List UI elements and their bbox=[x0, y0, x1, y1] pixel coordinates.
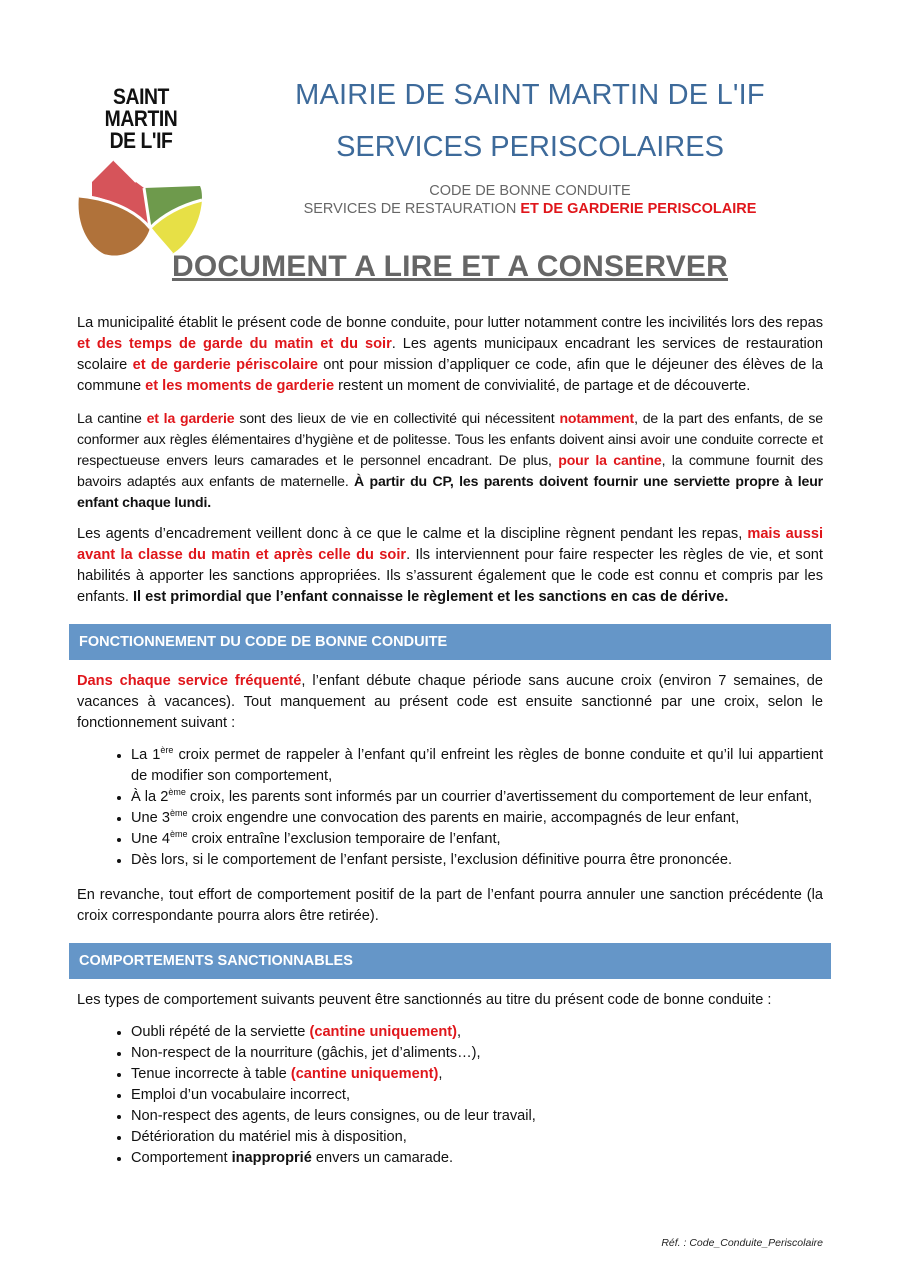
section2-intro: Les types de comportement suivants peuvent être sanctionnés au titre du présent code de bonne conduite : bbox=[77, 992, 772, 1008]
logo-house-pie-icon bbox=[74, 150, 208, 262]
list-item: • Dès lors, si le comportement de l’enfant persiste, l’exclusion définitive pourra être prononcée. bbox=[131, 850, 823, 871]
section1-paragraph-1: Dans chaque service fréquenté, l’enfant débute chaque période sans aucune croix (environ 7 semaines, de vacances à vacances). Tout manquement au présent code est ensuite sanctionné par une croix, selon le fonctionnement suivant : bbox=[77, 673, 823, 731]
header-title-1: MAIRIE DE SAINT MARTIN DE L'IF bbox=[295, 79, 765, 111]
intro-paragraph-2: La cantine et la garderie sont des lieux de vie en collectivité qui nécessitent notamment, de la part des enfants, de se conformer aux règles élémentaires d’hygiène et de politesse. Tous les enfants doivent ainsi avoir une conduite correcte et respectueuse envers leurs camarades et le personnel encadrant. De plus, pour la cantine, la commune fournit des bavoirs adaptés aux enfants de maternelle. À partir du CP, les parents doivent fournir une serviette propre à leur enfant chaque lundi. bbox=[77, 410, 823, 510]
header-subtitle-1: CODE DE BONNE CONDUITE bbox=[429, 183, 631, 199]
section2-list bbox=[77, 1022, 823, 1169]
list-item: • Non-respect des agents, de leurs consignes, ou de leur travail, bbox=[131, 1106, 823, 1127]
intro-paragraph-1: La municipalité établit le présent code de bonne conduite, pour lutter notamment contre les incivilités lors des repas et des temps de garde du matin et du soir. Les agents municipaux encadrant les services de restauration scolaire et de garderie périscolaire ont pour mission d’appliquer ce code, afin que le déjeuner des élèves de la commune et les moments de garderie restent un moment de convivialité, de partage et de découverte. bbox=[77, 315, 823, 394]
header bbox=[250, 78, 810, 218]
list-item: • Tenue incorrecte à table (cantine uniquement), bbox=[131, 1064, 823, 1085]
page-title: DOCUMENT A LIRE ET A CONSERVER bbox=[171, 250, 729, 283]
section1-paragraph-2: En revanche, tout effort de comportement positif de la part de l’enfant pourra annuler une sanction précédente (la croix correspondante pourra alors être retirée). bbox=[77, 887, 823, 924]
list-item: • Emploi d’un vocabulaire incorrect, bbox=[131, 1085, 823, 1106]
subtitle-part-1: SERVICES DE RESTAURATION bbox=[303, 201, 521, 217]
intro-paragraph-3: Les agents d’encadrement veillent donc à ce que le calme et la discipline règnent pendant les repas, mais aussi avant la classe du matin et après celle du soir. Ils interviennent pour faire respecter les règles de vie, et sont habilités à apporter les sanctions appropriées. Ils s’assurent également que le code est connu et compris par les enfants. Il est primordial que l’enfant connaisse le règlement et les sanctions en cas de dérive. bbox=[77, 526, 823, 605]
list-item: • Comportement inapproprié envers un camarade. bbox=[131, 1148, 823, 1169]
section-heading-comportements: COMPORTEMENTS SANCTIONNABLES bbox=[69, 943, 831, 979]
list-item: • Une 3ème croix engendre une convocation des parents en mairie, accompagnés de leur enfant, bbox=[131, 808, 823, 829]
header-subtitle-2 bbox=[250, 200, 810, 218]
logo-line-1: SAINT MARTIN bbox=[104, 84, 178, 131]
logo bbox=[74, 86, 208, 262]
list-item: • Non-respect de la nourriture (gâchis, jet d’aliments…), bbox=[131, 1043, 823, 1064]
list-item: • Détérioration du matériel mis à disposition, bbox=[131, 1127, 823, 1148]
list-item: • Une 4ème croix entraîne l’exclusion temporaire de l’enfant, bbox=[131, 829, 823, 850]
document-body bbox=[77, 313, 823, 1177]
list-item: • À la 2ème croix, les parents sont informés par un courrier d’avertissement du comportement de leur enfant, bbox=[131, 787, 823, 808]
list-item: • La 1ère croix permet de rappeler à l’enfant qu’il enfreint les règles de bonne conduite et qu’il lui appartient de modifier son comportement, bbox=[131, 745, 823, 787]
list-item: • Oubli répété de la serviette (cantine uniquement), bbox=[131, 1022, 823, 1043]
document-reference: Réf. : Code_Conduite_Periscolaire bbox=[661, 1237, 823, 1249]
header-title-2: SERVICES PERISCOLAIRES bbox=[336, 131, 724, 163]
section1-list bbox=[77, 745, 823, 871]
subtitle-part-2: ET DE GARDERIE PERISCOLAIRE bbox=[520, 201, 757, 217]
logo-line-2: DE L'IF bbox=[109, 128, 173, 153]
section-heading-fonctionnement: FONCTIONNEMENT DU CODE DE BONNE CONDUITE bbox=[69, 624, 831, 660]
